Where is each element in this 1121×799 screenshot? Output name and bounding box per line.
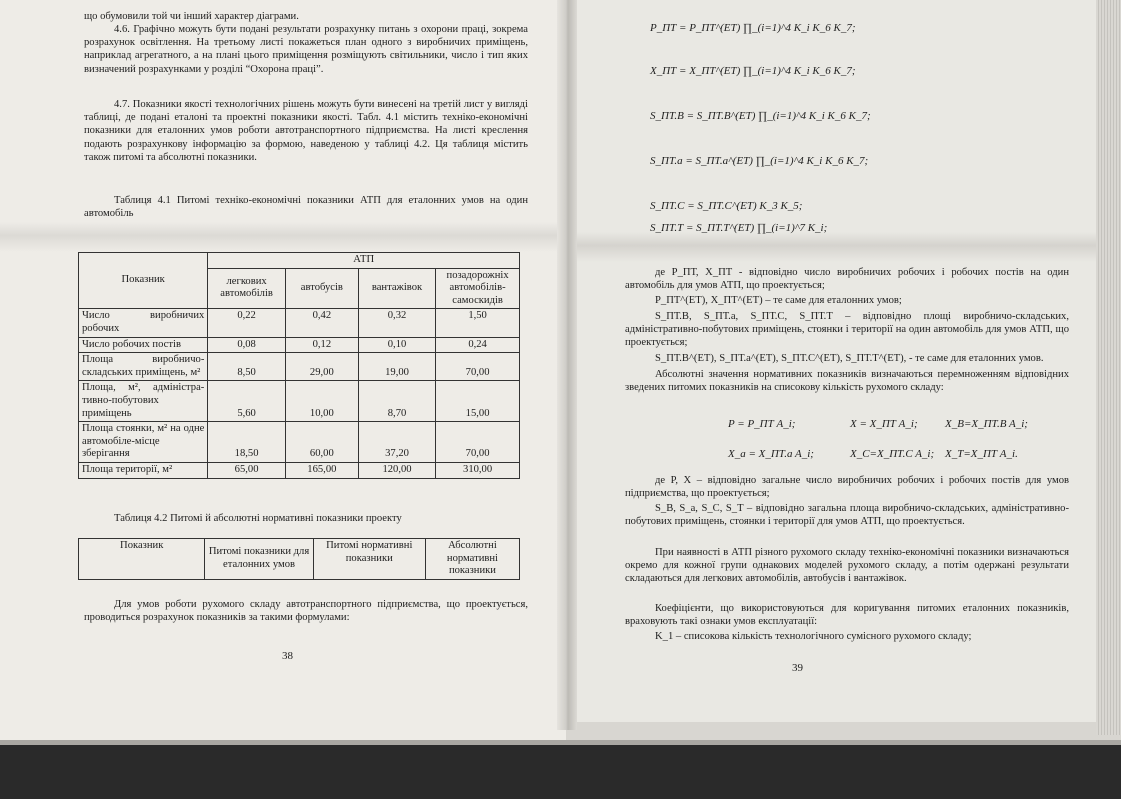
table-row-label: Площа виробничо-складських приміщень, м² [79,353,208,381]
formula-xt-abs: X_T=X_ПТ A_i. [945,448,1018,460]
page-number-right: 39 [792,662,803,674]
paragraph-absolute-values: Абсолютні значення нормативних показників визначаються перемноженням відповідних зведених питомих показників на списокову кількість рухомого складу: [625,369,1069,394]
table-column-header: позадорожніх автомобілів-самоскидів [436,268,520,309]
table-cell: 70,00 [436,353,520,381]
table-cell: 65,00 [208,462,286,478]
scan-artifact-band [0,222,566,252]
definition-s-total: S_B, S_a, S_C, S_T – відповідно загальна площа виробничо-складських, адміністративно-побутових приміщень, стоянки і території для умов АТП, що проектується. [625,503,1069,528]
formula-p-pt: P_ПТ = P_ПТ^(ЕТ) ∏_(i=1)^4 K_i K_6 K_7; [650,22,856,34]
table-cell: 310,00 [436,462,520,478]
table-cell: 1,50 [436,309,520,337]
table-4-2-caption: Таблиця 4.2 Питомі й абсолютні нормативні показники проекту [114,513,402,524]
table-cell: 15,00 [436,381,520,422]
page-edges [1096,0,1121,735]
definition-etalon-px: P_ПТ^(ЕТ), X_ПТ^(ЕТ) – те саме для еталонних умов; [655,295,902,306]
formula-s-pt-c: S_ПТ.С = S_ПТ.С^(ЕТ) K_3 K_5; [650,200,803,212]
definition-p-x-total: де P, X – відповідно загальне число виробничих робочих і робочих постів для умов підприємства, що проектується; [625,475,1069,500]
table-cell: 19,00 [358,353,435,381]
definition-p-x: де P_ПТ, X_ПТ - відповідно число виробничих робочих і робочих постів на один автомобіль для умов АТП, що проектується; [625,267,1069,292]
table-cell: 29,00 [285,353,358,381]
table-cell: 0,10 [358,337,435,353]
definition-etalon-s: S_ПТ.В^(ЕТ), S_ПТ.а^(ЕТ), S_ПТ.С^(ЕТ), S_ПТ.Т^(ЕТ), - те саме для еталонних умов. [655,353,1044,364]
table-4-2 [78,538,520,580]
table-row-label: Площа території, м² [79,462,208,478]
table-column-header: автобусів [285,268,358,309]
table-cell: 0,42 [285,309,358,337]
table-row-label: Площа, м², адміністра-тивно-побутових приміщень [79,381,208,422]
table-row [79,353,520,381]
table-cell: 37,20 [358,422,435,463]
table-row-label: Число виробничих робочих [79,309,208,337]
formula-xb-abs: X_B=X_ПТ.B A_i; [945,418,1028,430]
table-cell: 10,00 [285,381,358,422]
table-cell: 165,00 [285,462,358,478]
table-column-header: легкових автомобілів [208,268,286,309]
definition-s-areas: S_ПТ.В, S_ПТ.а, S_ПТ.С, S_ПТ.Т – відповідно площі виробничо-складських, адміністративно-побутових приміщень, стоянки і території на один автомобіль для умов АТП, що проектується; [625,311,1069,349]
table-column-header: Питомі нормативні показники [313,539,425,580]
table-column-header: Абсолютні нормативні показники [425,539,519,580]
table-row [79,422,520,463]
formula-x-pt: X_ПТ = X_ПТ^(ЕТ) ∏_(i=1)^4 K_i K_6 K_7; [650,65,856,77]
scan-artifact-band [566,232,1096,262]
table-row [79,337,520,353]
table-column-header: Показник [79,539,205,580]
formula-s-pt-v: S_ПТ.В = S_ПТ.В^(ЕТ) ∏_(i=1)^4 K_i K_6 K_7; [650,110,871,122]
paragraph-formulas-intro: Для умов роботи рухомого складу автотранспортного підприємства, що проектується, проводиться розрахунок показників за такими формулами: [84,599,528,624]
page-number-left: 38 [282,650,293,662]
table-cell: 8,70 [358,381,435,422]
formula-x-abs: X = X_ПТ A_i; [850,418,918,430]
table-row-label: Площа стоянки, м² на одне автомобіле-місце зберігання [79,422,208,463]
definition-k1: K_1 – списокова кількість технологічного сумісного рухомого складу; [655,631,972,642]
scanner-background [0,745,1121,799]
table-column-header: Питомі показники для еталонних умов [205,539,313,580]
table-cell: 0,24 [436,337,520,353]
table-4-1 [78,252,520,479]
formula-xa-abs: X_a = X_ПТ.a A_i; [728,448,814,460]
table-4-1-caption: Таблиця 4.1 Питомі техніко-економічні показники АТП для еталонних умов на один автомобіль [84,195,528,220]
table-cell: 0,08 [208,337,286,353]
table-cell: 0,32 [358,309,435,337]
table-cell: 0,12 [285,337,358,353]
table-cell: 60,00 [285,422,358,463]
formula-p-abs: P = P_ПТ A_i; [728,418,796,430]
book-gutter [557,0,577,730]
paragraph-mixed-fleet: При наявності в АТП різного рухомого складу техніко-економічні показники визначаються окремо для кожної групи однакових моделей рухомого складу, а потім одержані результати складаються для легкових автомобілів, автобусів і вантажівок. [625,547,1069,585]
table-cell: 70,00 [436,422,520,463]
table-row [79,462,520,478]
paragraph-4-6: 4.6. Графічно можуть бути подані результати розрахунку питань з охорони праці, зокрема розрахунок освітлення. На третьому листі покажеться план одного з виробничих приміщень, наприклад агрегатного, а на плані цього приміщення розміщують світильники, число і тип яких визначений розрахунками у розділі “Охорона праці”. [84,24,528,75]
table-row [79,309,520,337]
table-cell: 5,60 [208,381,286,422]
table-cell: 120,00 [358,462,435,478]
table-row [79,539,520,580]
table-cell: 8,50 [208,353,286,381]
table-row-label: Число робочих постів [79,337,208,353]
table-cell: 18,50 [208,422,286,463]
formula-s-pt-a: S_ПТ.а = S_ПТ.а^(ЕТ) ∏_(i=1)^4 K_i K_6 K_7; [650,155,869,167]
table-group-header: АТП [208,253,520,269]
paragraph-intro: що обумовили той чи інший характер діаграми. [84,11,299,22]
table-column-header: вантажівок [358,268,435,309]
formula-s-pt-t: S_ПТ.Т = S_ПТ.Т^(ЕТ) ∏_(i=1)^7 K_i; [650,222,828,234]
table-row [79,381,520,422]
table-corner-header: Показник [79,253,208,309]
paragraph-4-7: 4.7. Показники якості технологічних рішень можуть бути винесені на третій лист у вигляді таблиці, де подані еталоні та проектні показники якості. Табл. 4.1 містить техніко-економічні показники для еталонних умов роботи автотранспортного підприємства. На листі креслення подають розрахункову інформацію за формою, наведеною у таблиці 4.2. Ця таблиця містить також питомі та абсолютні показники. [84,99,528,163]
formula-xc-abs: X_C=X_ПТ.C A_i; [850,448,935,460]
paragraph-coefficients: Коефіцієнти, що використовуються для коригування питомих еталонних показників, враховують такі ознаки умов експлуатації: [625,603,1069,628]
table-cell: 0,22 [208,309,286,337]
